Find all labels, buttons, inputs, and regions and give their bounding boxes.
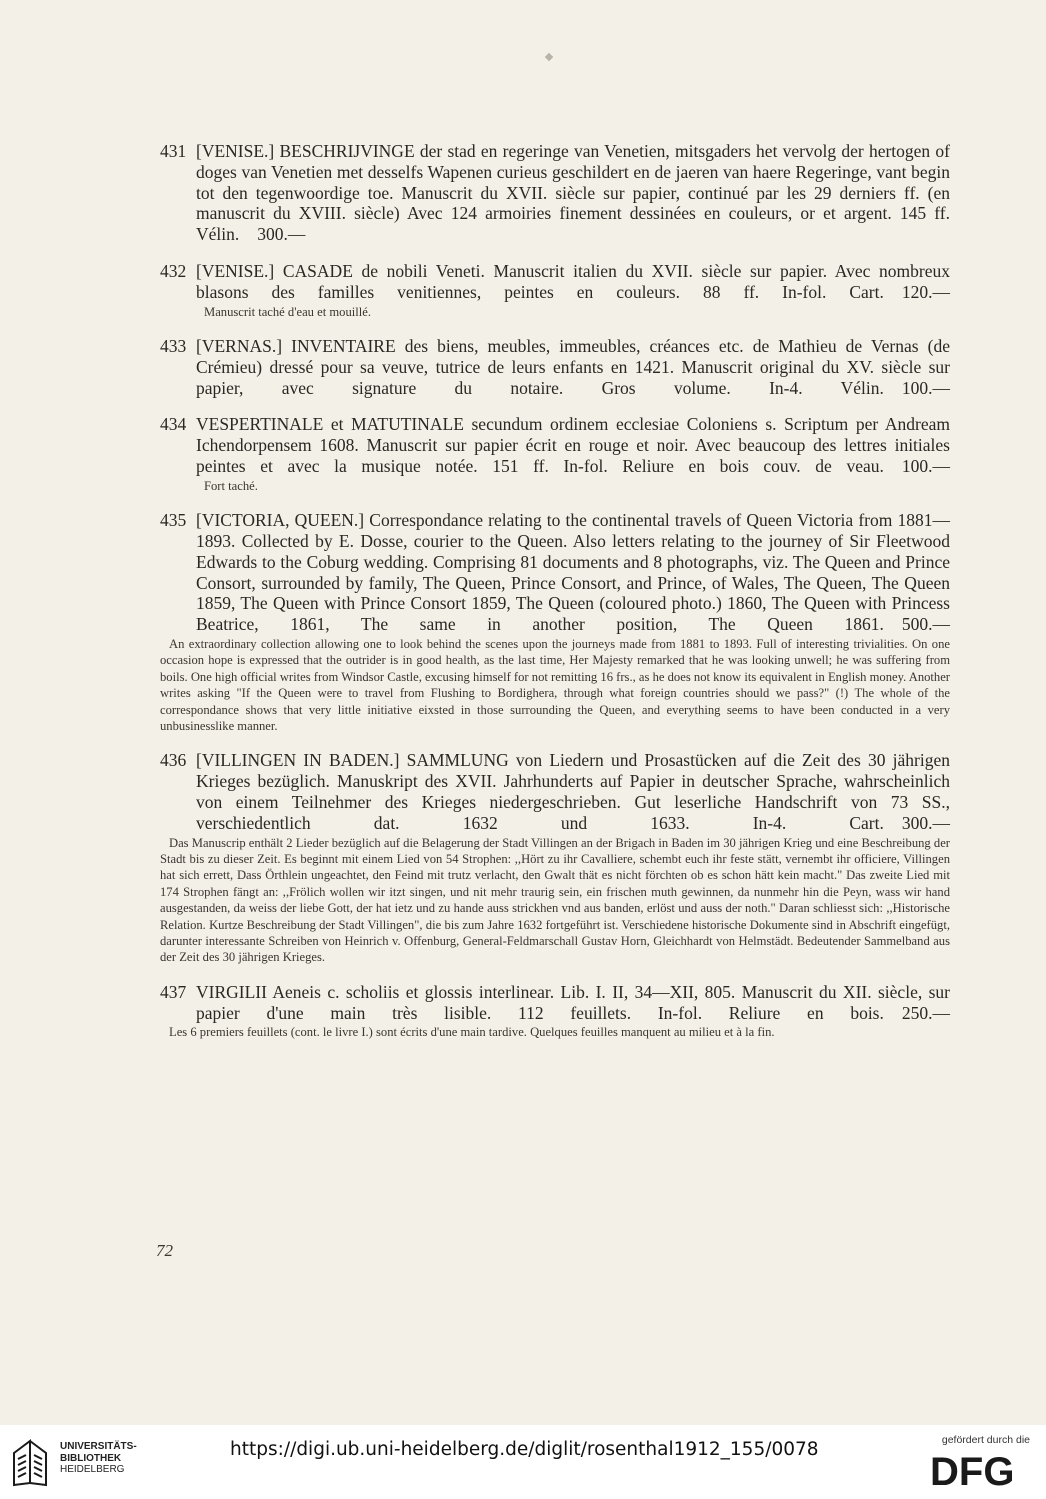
university-library-logo-icon[interactable] xyxy=(10,1435,52,1496)
entry-note: Fort taché. xyxy=(204,478,258,493)
library-name-line-3: HEIDELBERG xyxy=(60,1464,125,1475)
entry-text: [VILLINGEN IN BADEN.] SAMMLUNG von Liedern und Prosastücken auf die Zeit des 30 jährigen Krieges bezüglich. Manuskript des XVII. Jahrhunderts auf Papier in deutscher Sprache, wahrscheinlich von einem Teilnehmer des Krieges niedergeschrieben. Gut leserliche Handschrift von 73 SS., verschiedentlich dat. 1632 und 1633. In-4. Cart. xyxy=(196,750,950,833)
library-name-line-1: UNIVERSITÄTS- xyxy=(60,1441,137,1452)
catalogue-entry-437 xyxy=(160,982,950,1041)
library-name-line-2: BIBLIOTHEK xyxy=(60,1452,122,1464)
entry-text: [VENISE.] CASADE de nobili Veneti. Manuscrit italien du XVII. siècle sur papier. Avec nombreux blasons des familles venitiennes, peintes en couleurs. 88 ff. In-fol. Cart. xyxy=(196,260,950,302)
entry-description xyxy=(196,141,950,245)
catalogue-entry-434 xyxy=(160,414,950,494)
dfg-logo-icon[interactable] xyxy=(930,1451,1032,1496)
entry-price: 100.— xyxy=(901,455,950,476)
entry-description xyxy=(196,510,950,635)
entry-text: [VERNAS.] INVENTAIRE des biens, meubles, immeubles, créances etc. de Mathieu de Vernas (de Crémieu) dressé pour sa veuve, tutrice de leurs enfants en 1421. Manuscrit original du XV. siècle sur papier, avec signature du notaire. Gros volume. In-4. Vélin. xyxy=(196,335,950,398)
catalogue-entry-433 xyxy=(160,336,950,398)
entry-description xyxy=(196,414,950,476)
entry-note: An extraordinary collection allowing one to look behind the scenes upon the journeys made from 1881 to 1893. Full of interesting trivialities. On one occasion hope is expressed that the outrider is in good health, as the last time, Her Majesty remarked that he was looking unwell; he was suffering from boils. One high official writes from Windsor Castle, excusing himself for not remitting 16 frs., as he does not know its equivalent in English money. Another writes asking "If the Queen were to travel from Flushing to Bordighera, through what foreign countries should we pass?" (!) The whole of the correspondance shows that very little initiative eixsted in those surrounding the Queen, and everything seems to have been conducted in a very unbusinesslike manner. xyxy=(160,636,950,733)
catalogue-entry-435 xyxy=(160,510,950,734)
entry-number: 437 xyxy=(160,981,187,1002)
entry-price: 300.— xyxy=(257,224,306,245)
entry-body xyxy=(196,261,950,320)
entry-number: 436 xyxy=(160,750,187,771)
entry-price: 500.— xyxy=(901,614,950,635)
entry-description xyxy=(196,261,950,303)
entry-number: 435 xyxy=(160,510,187,531)
catalogue-entry-431 xyxy=(160,141,950,245)
entry-price: 120.— xyxy=(901,281,950,302)
university-library-name xyxy=(60,1441,137,1476)
entry-text: VESPERTINALE et MATUTINALE secundum ordinem ecclesiae Coloniens s. Scriptum per Andream Ichendorpensem 1608. Manuscrit sur papier écrit en rouge et noir. Avec beaucoup des lettres initiales peintes et avec la musique notée. 151 ff. In-fol. Reliure en bois couv. de veau. xyxy=(196,414,950,476)
entry-body xyxy=(196,141,950,245)
entry-price: 250.— xyxy=(901,1002,950,1023)
entry-number: 432 xyxy=(160,260,187,281)
entry-text: [VENISE.] BESCHRIJVINGE der stad en regeringe van Venetien, mitsgaders het vervolg der hertogen of doges van Venetien met desselfs Wapenen curieus geschildert en de jaeren van haere Regeringe, vant begin tot den tegenwoordige toe. Manuscrit du XVII. siècle sur papier, continué par les 29 derniers ff. (en manuscrit du XVIII. siècle) Avec 124 armoiries finement dessinées en couleurs, or et argent. 145 ff. Vélin. xyxy=(196,141,950,245)
page-number: 72 xyxy=(156,1241,173,1260)
catalogue-entries xyxy=(160,141,950,1057)
entry-number: 434 xyxy=(160,414,187,435)
entry-number: 433 xyxy=(160,335,187,356)
sponsor-label: gefördert durch die xyxy=(941,1434,1030,1446)
page-ornament xyxy=(545,53,553,61)
entry-note: Manuscrit taché d'eau et mouillé. xyxy=(204,304,371,319)
entry-text: VIRGILII Aeneis c. scholiis et glossis interlinear. Lib. I. II, 34—XII, 805. Manuscrit du XII. siècle, sur papier d'une main très lisible. 112 feuillets. In-fol. Reliure en bois. xyxy=(196,981,950,1023)
catalogue-entry-436 xyxy=(160,750,950,965)
entry-note: Les 6 premiers feuillets (cont. le livre I.) sont écrits d'une main tardive. Quelques feuilles manquent au milieu et à la fin. xyxy=(169,1025,775,1040)
entry-description xyxy=(196,750,950,833)
entry-description xyxy=(196,982,950,1024)
entry-number: 431 xyxy=(160,141,187,161)
permalink-url[interactable]: https://digi.ub.uni-heidelberg.de/diglit/rosenthal1912_155/0078 xyxy=(230,1439,819,1460)
dfg-logo-text: DFG xyxy=(930,1451,1015,1491)
entry-body xyxy=(196,414,950,494)
entry-price: 100.— xyxy=(901,377,950,398)
entry-body xyxy=(196,336,950,398)
catalogue-entry-432 xyxy=(160,261,950,320)
entry-text: [VICTORIA, QUEEN.] Correspondance relating to the continental travels of Queen Victoria from 1881—1893. Collected by E. Dosse, courier to the Queen. Also letters relating to the journey of Sir Fleetwood Edwards to the Coburg wedding. Comprising 81 documents and 8 photographs, viz. The Queen and Prince Consort, surrounded by family, The Queen, Prince Consort, and Prince, of Wales, The Queen, The Queen 1859, The Queen with Prince Consort 1859, The Queen (coloured photo.) 1860, The Queen with Princess Beatrice, 1861, The same in another position, The Queen 1861. xyxy=(196,510,950,635)
entry-note: Das Manuscrip enthält 2 Lieder bezüglich auf die Belagerung der Stadt Villingen an der Brigach in Baden im 30 jährigen Krieg und eine Beschreibung der Stadt bis zu dieser Zeit. Es beginnt mit einem Lied von 54 Strophen: ,,Hört zu ihr Cavalliere, schembt euch ihr feste stätt, vernembt ihr officiere, Villingen hat sich errett, Dass Örthlein ungeachtet, den Feind mit trutz verlacht, den Gwalt thät es nicht förchten ob es schon hätt kein macht." Das zweite Lied mit 174 Strophen fängt an: ,,Frölich wollen wir itzt singen, und nit mehr traurig sein, ein frischen muth gewinnen, da nunmehr hin die Peyn, wass wir hand ausgestanden, da weiss der liebe Gott, der hat ietz und zu hande auss strickhen vnd aus banden, erlöst und auss der noth." Daran schliesst sich: ,,Historische Relation. Kurtze Beschreibung der Stadt Villingen", die bis zum Jahre 1632 fortgeführt ist. Verschiedene historische Dokumente sind in Abschrift eingefügt, darunter interessante Schreiben von Heinrich v. Offenburg, General-Feldmarschall Gustav Horn, Gleichhardt von Helmstädt. Bedeutender Sammelband aus der Zeit des 30 jährigen Krieges. xyxy=(160,835,950,965)
entry-price: 300.— xyxy=(901,812,950,833)
footer-bar xyxy=(0,1425,1046,1499)
entry-description xyxy=(196,336,950,398)
